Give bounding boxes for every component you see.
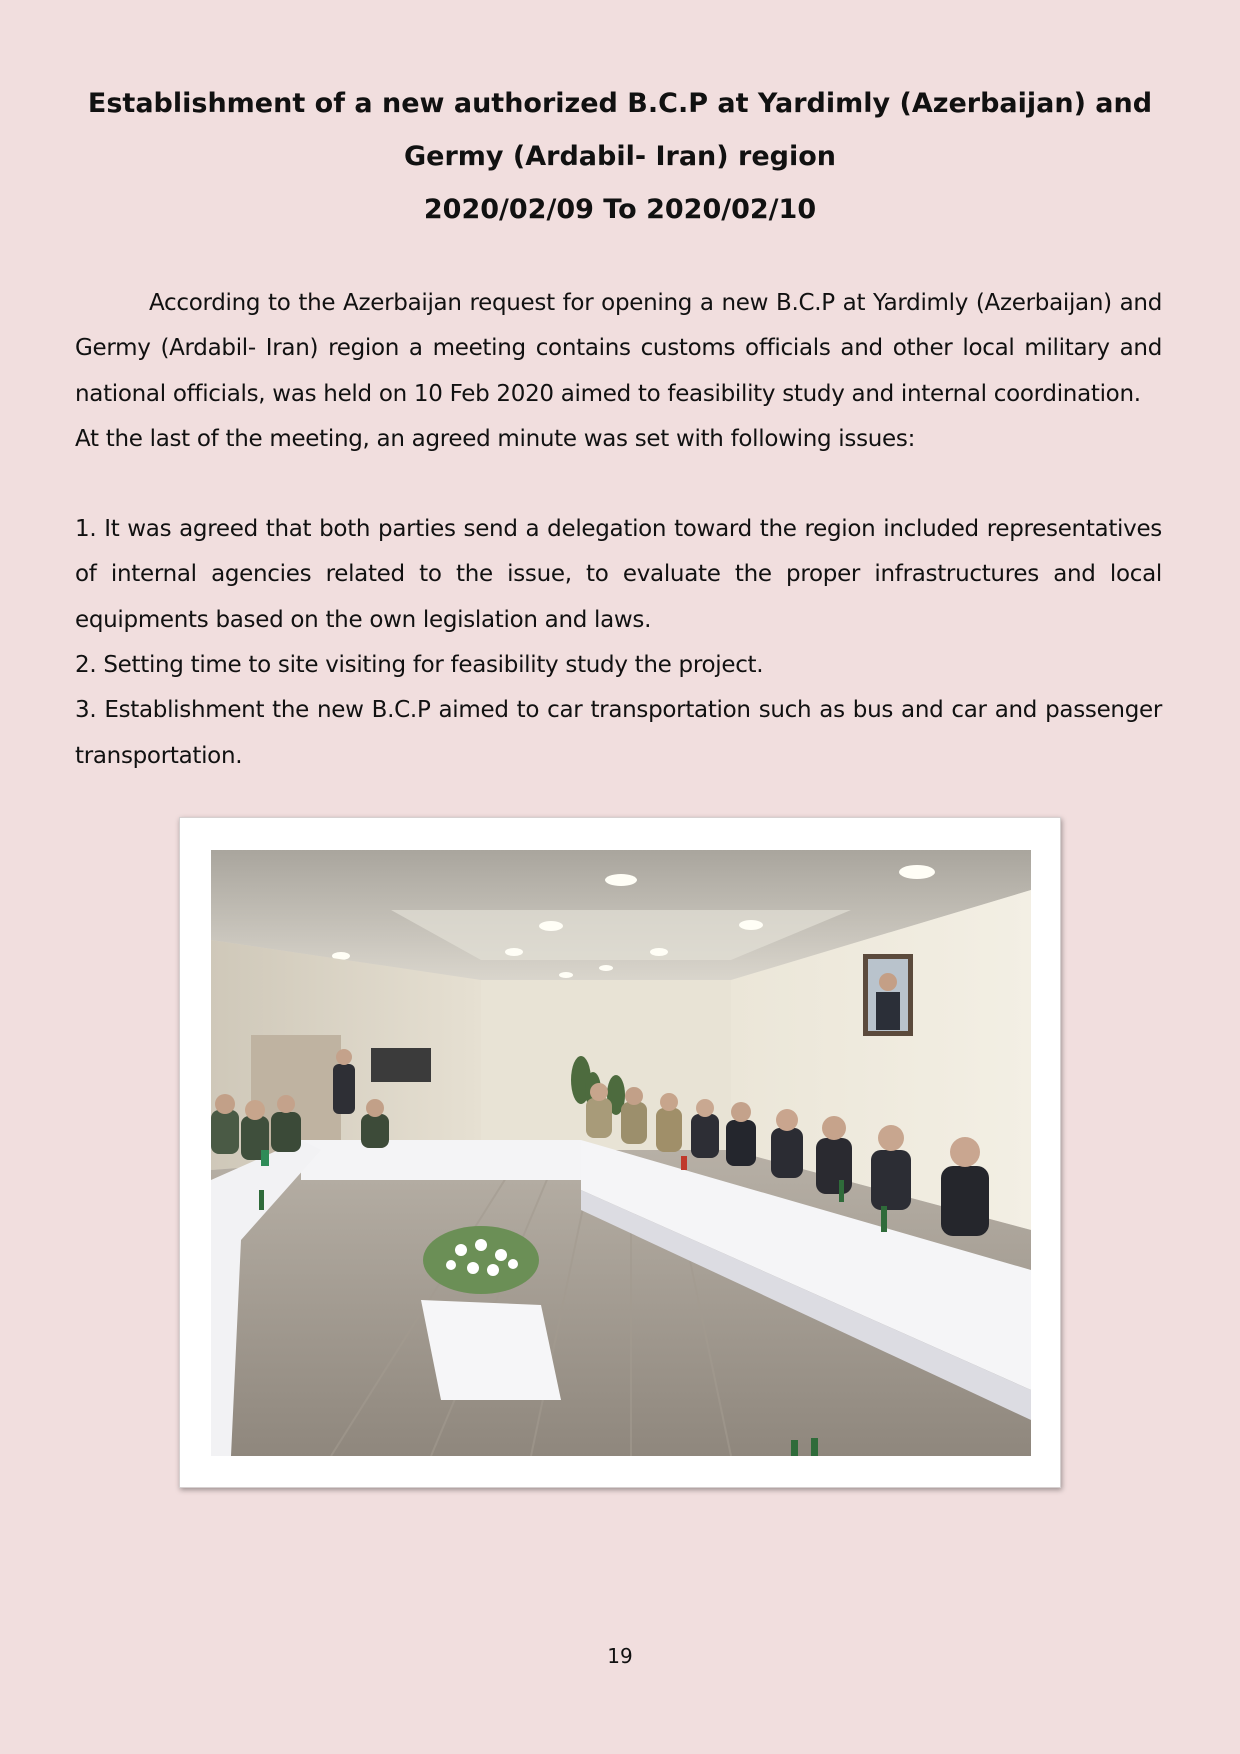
title-line-1: Establishment of a new authorized B.C.P at Yardimly (Azerbaijan) and (87, 88, 1153, 119)
title-line-2: Germy (Ardabil- Iran) region (404, 141, 836, 172)
meeting-room-photo (211, 850, 1031, 1456)
lead-paragraph: At the last of the meeting, an agreed minute was set with following issues: (75, 425, 916, 452)
document-title (60, 77, 1180, 236)
issue-item-3: 3. Establishment the new B.C.P aimed to car transportation such as bus and car and passenger transportation. (75, 697, 1162, 769)
meeting-room-illustration (211, 850, 1031, 1456)
paragraph-gap (75, 462, 1162, 507)
meeting-photo-frame (179, 817, 1061, 1488)
intro-paragraph: According to the Azerbaijan request for opening a new B.C.P at Yardimly (Azerbaijan) and Germy (Ardabil- Iran) region a meeting contains customs officials and other local military and national officials, was held on 10 Feb 2020 aimed to feasibility study and internal coordination. (75, 290, 1162, 407)
issue-item-2: 2. Setting time to site visiting for feasibility study the project. (75, 652, 764, 679)
title-date-range: 2020/02/09 To 2020/02/10 (423, 194, 817, 225)
document-body (75, 281, 1162, 779)
issue-item-1: 1. It was agreed that both parties send a delegation toward the region included representatives of internal agencies related to the issue, to evaluate the proper infrastructures and local equipments based on the own legislation and laws. (75, 516, 1162, 633)
page-number: 19 (607, 1644, 633, 1668)
